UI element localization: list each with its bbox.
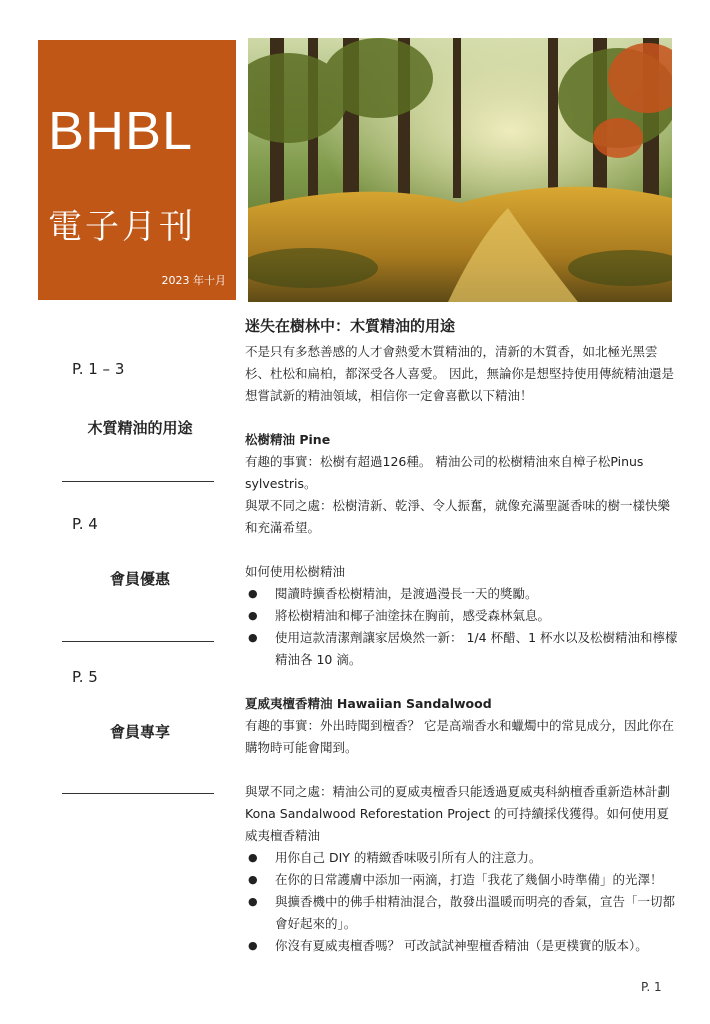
bullet-icon: ●: [248, 939, 258, 952]
toc-entry-title: 會員專享: [109, 723, 170, 741]
bullet-icon: ●: [248, 609, 258, 622]
issue-date: 2023 年十月: [161, 274, 226, 287]
forest-image-icon: [248, 38, 672, 302]
toc-page-range: P. 4: [72, 515, 98, 533]
sandalwood-heading: 夏威夷檀香精油 Hawaiian Sandalwood: [245, 696, 492, 711]
pine-heading: 松樹精油 Pine: [245, 432, 331, 447]
bullet-icon: ●: [248, 587, 258, 600]
toc-divider: [62, 641, 214, 642]
toc-divider: [62, 793, 214, 794]
sandalwood-difference: 與眾不同之處：精油公司的夏威夷檀香只能透過夏威夷科納檀香重新造林計劃 Kona Sandalwood Reforestation Project 的可持續採伐獲得。如何使用夏威夷檀香精油: [245, 784, 671, 843]
masthead-box: [38, 40, 236, 300]
pine-difference: 與眾不同之處：松樹清新、乾淨、令人振奮，就像充滿聖誕香味的樹一樣快樂和充滿希望。: [245, 498, 671, 535]
bullet-icon: ●: [248, 631, 258, 644]
main-article: [245, 315, 681, 957]
list-item: ● 與擴香機中的佛手柑精油混合，散發出溫暖而明亮的香氣，宣告「一切都會好起來的」。: [245, 891, 681, 935]
toc-entry-title: 木質精油的用途: [87, 419, 193, 437]
pine-fact: 有趣的事實：松樹有超過126種。 精油公司的松樹精油來自樟子松Pinus sylvestris。: [245, 454, 644, 491]
brand-name: BHBL: [48, 101, 194, 161]
toc-divider: [62, 481, 214, 482]
pine-howto-label: 如何使用松樹精油: [245, 564, 346, 579]
article-intro: 不是只有多愁善感的人才會熱愛木質精油的，清新的木質香，如北極光黑雲杉、杜松和扁柏，都深受各人喜愛。 因此，無論你是想堅持使用傳統精油還是想嘗試新的精油領域，相信你一定會喜歡以下精油！: [245, 344, 674, 403]
brand-subtitle: 電子月刊: [48, 207, 196, 247]
list-item: ● 你沒有夏威夷檀香嗎？ 可改試試神聖檀香精油（是更樸實的版本）。: [245, 935, 681, 957]
bullet-icon: ●: [248, 895, 258, 908]
bullet-icon: ●: [248, 851, 258, 864]
toc-entry-title: 會員優惠: [109, 570, 170, 588]
article-title: 迷失在樹林中：木質精油的用途: [245, 317, 456, 335]
pine-usage-list: [245, 583, 681, 671]
forest-photo: [248, 38, 672, 302]
bullet-icon: ●: [248, 873, 258, 886]
list-item: ● 將松樹精油和椰子油塗抹在胸前，感受森林氣息。: [245, 605, 681, 627]
list-item: ● 用你自己 DIY 的精緻香味吸引所有人的注意力。: [245, 847, 681, 869]
page-number: P. 1: [641, 980, 662, 994]
list-item: ● 使用這款清潔劑讓家居煥然一新： 1/4 杯醋、1 杯水以及松樹精油和檸檬精油各 10 滴。: [245, 627, 681, 671]
list-item: ● 閱讀時擴香松樹精油，是渡過漫長一天的獎勵。: [245, 583, 681, 605]
sandalwood-fact: 有趣的事實：外出時聞到檀香？ 它是高端香水和蠟燭中的常見成分，因此你在購物時可能會聞到。: [245, 718, 674, 755]
toc-page-range: P. 5: [72, 668, 98, 686]
list-item: ● 在你的日常護膚中添加一兩滴，打造「我花了幾個小時準備」的光澤！: [245, 869, 681, 891]
toc-page-range: P. 1 – 3: [72, 360, 125, 378]
sandalwood-usage-list: [245, 847, 681, 957]
